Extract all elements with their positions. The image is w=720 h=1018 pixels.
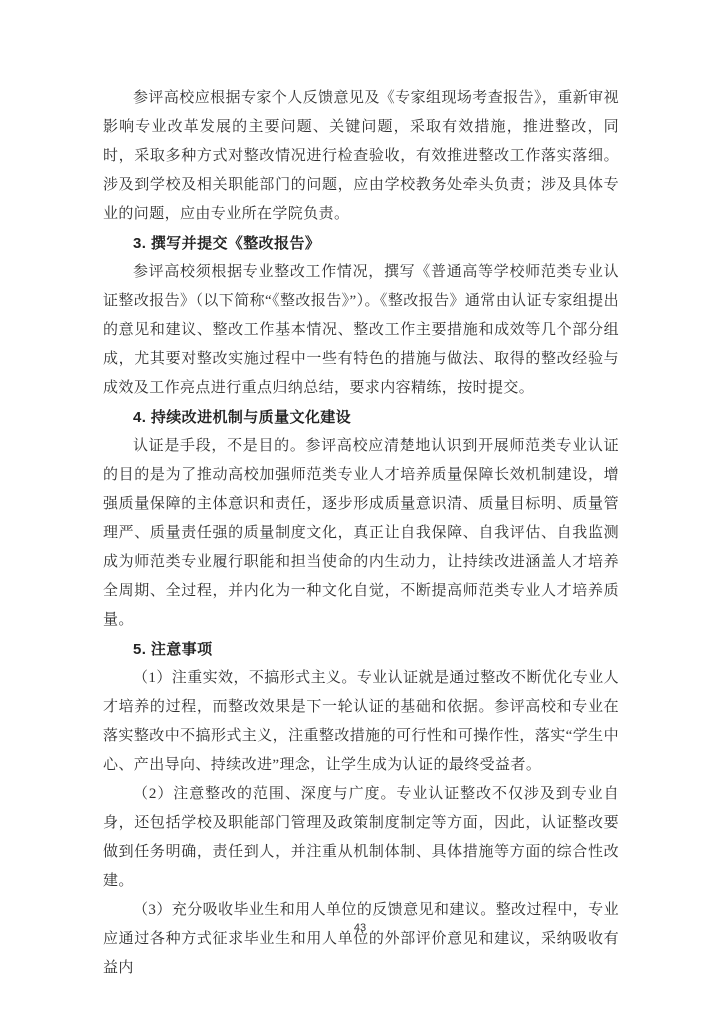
section-heading-4-quality-culture: 4. 持续改进机制与质量文化建设: [133, 409, 352, 426]
paragraph-note-3-graduate-feedback: （3）充分吸收毕业生和用人单位的反馈意见和建议。整改过程中，专业应通过各种方式征求毕业生和用人单位的外部评价意见和建议，采纳吸收有益内: [103, 902, 619, 976]
page-number: 43: [353, 922, 367, 934]
section-heading-3-submit-report: 3. 撰写并提交《整改报告》: [133, 235, 321, 252]
paragraph-note-2-scope-depth: （2）注意整改的范围、深度与广度。专业认证整改不仅涉及到专业自身，还包括学校及职能部门管理及政策制度制定等方面，因此，认证整改要做到任务明确，责任到人，并注重从机制体制、具体措施等方面的综合性改建。: [103, 786, 619, 889]
paragraph-expert-feedback: 参评高校应根据专家个人反馈意见及《专家组现场考查报告》，重新审视影响专业改革发展的主要问题、关键问题，采取有效措施，推进整改，同时，采取多种方式对整改情况进行检查验收，有效推进整改工作落实落细。涉及到学校及相关职能部门的问题，应由学校教务处牵头负责；涉及具体专业的问题，应由专业所在学院负责。: [103, 90, 619, 222]
section-heading-5-notes: 5. 注意事项: [133, 641, 213, 658]
paragraph-note-1-practical-effect: （1）注重实效，不搞形式主义。专业认证就是通过整改不断优化专业人才培养的过程，而整改效果是下一轮认证的基础和依据。参评高校和专业在落实整改中不搞形式主义，注重整改措施的可行性和可操作性，落实“学生中心、产出导向、持续改进”理念，让学生成为认证的最终受益者。: [103, 670, 619, 773]
paragraph-certification-purpose: 认证是手段，不是目的。参评高校应清楚地认识到开展师范类专业认证的目的是为了推动高校加强师范类专业人才培养质量保障长效机制建设，增强质量保障的主体意识和责任，逐步形成质量意识清、质量目标明、质量管理严、质量责任强的质量制度文化，真正让自我保障、自我评估、自我监测成为师范类专业履行职能和担当使命的内生动力，让持续改进涵盖人才培养全周期、全过程，并内化为一种文化自觉，不断提高师范类专业人才培养质量。: [103, 438, 619, 628]
document-text-area: [103, 84, 619, 983]
paragraph-report-composition: 参评高校须根据专业整改工作情况，撰写《普通高等学校师范类专业认证整改报告》（以下简称“《整改报告》”）。《整改报告》通常由认证专家组提出的意见和建议、整改工作基本情况、整改工作主要措施和成效等几个部分组成，尤其要对整改实施过程中一些有特色的措施与做法、取得的整改经验与成效及工作亮点进行重点归纳总结，要求内容精练，按时提交。: [103, 264, 619, 396]
